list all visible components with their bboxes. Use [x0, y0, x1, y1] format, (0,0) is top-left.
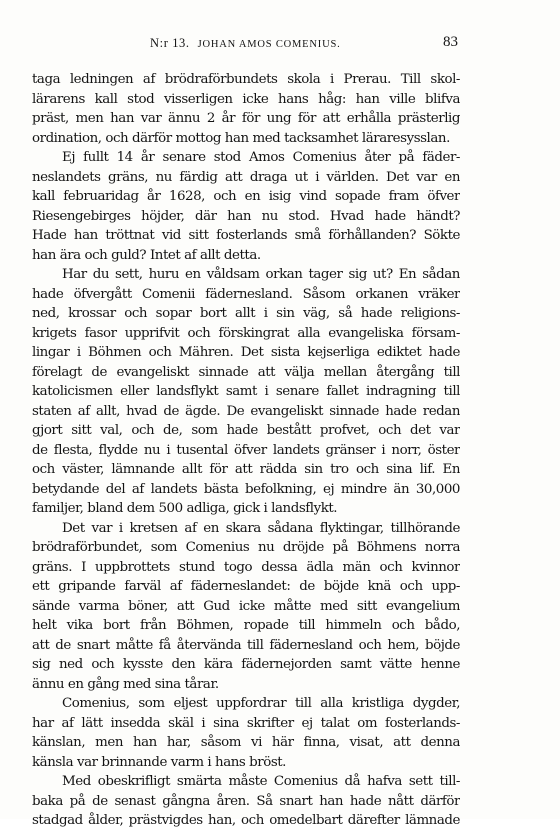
text-line: präst, men han var ännu 2 år för ung för att erhålla prästerlig — [32, 111, 460, 126]
text-line: ännu en gång med sina tårar. — [32, 676, 219, 692]
text-line: gräns. I uppbrottets stund togo dessa ädla män och kvinnor — [32, 559, 460, 575]
text-line: ned, krossar och sopar bort allt i sin väg, så hade religions- — [32, 306, 460, 321]
text-line: han ära och guld? Intet af allt detta. — [32, 247, 261, 263]
text-line: hade öfvergått Comenii fädernesland. Såsom orkanen vräker — [32, 286, 460, 302]
text-line: stadgad ålder, prästvigdes han, och omedelbart därefter lämnade — [32, 813, 460, 828]
text-line: helt vika bort från Böhmen, ropade till himmeln och bådo, — [32, 618, 460, 633]
text-line: sände varma böner, att Gud icke måtte med sitt evangelium — [32, 598, 460, 614]
text-line: katolicismen eller landsflykt samt i senare fallet indragning till — [32, 384, 460, 399]
page-number: 83 — [443, 34, 458, 50]
text-line: kall februaridag år 1628, och en isig vind sopade fram öfver — [32, 189, 460, 204]
running-title: JOHAN AMOS COMENIUS. — [197, 39, 341, 50]
text-line: krigets fasor upprifvit och förskingrat alla evangeliska försam- — [32, 325, 460, 341]
text-line: ett gripande farväl af fäderneslandet: de böjde knä och upp- — [32, 579, 460, 594]
text-line: har af lätt insedda skäl i sina skrifter ej talat om fosterlands- — [32, 715, 460, 731]
text-line: de flesta, flydde nu i tusental öfver landets gränser i norr, öster — [32, 442, 460, 458]
text-line: Har du sett, huru en våldsam orkan tager sig ut? En sådan — [62, 267, 460, 282]
text-line: förelagt de evangeliskt sinnade att välja mellan återgång till — [32, 364, 460, 380]
text-line: lärarens kall stod visserligen icke hans håg: han ville blifva — [32, 91, 460, 107]
text-line: brödraförbundet, som Comenius nu dröjde på Böhmens norra — [32, 540, 460, 555]
text-line: Det var i kretsen af en skara sådana flyktingar, tillhörande — [62, 520, 460, 536]
text-line: taga ledningen af brödraförbundets skola i Prerau. Till skol- — [32, 72, 460, 87]
text-line: Hade han tröttnat vid sitt fosterlands små förhållanden? Sökte — [32, 228, 460, 243]
text-line: gjort sitt val, och de, som hade bestått profvet, och det var — [32, 423, 460, 438]
text-line: känsla var brinnande varm i hans bröst. — [32, 754, 286, 770]
text-line: staten af allt, hvad de ägde. De evangeliskt sinnade hade redan — [32, 403, 460, 419]
text-line: betydande del af landets bästa befolkning, ej mindre än 30,000 — [32, 481, 460, 497]
issue-number: N:r 13. — [150, 36, 190, 50]
text-line: sig ned och kysste den kära fädernejorden samt vätte henne — [32, 657, 460, 672]
text-line: ordination, och därför mottog han med tacksamhet läraresysslan. — [32, 130, 450, 146]
text-line: Med obeskrifligt smärta måste Comenius då hafva sett till- — [62, 774, 460, 789]
text-line: lingar i Böhmen och Mähren. Det sista kejserliga ediktet hade — [32, 345, 460, 360]
text-line: baka på de senast gångna åren. Så snart han hade nått därför — [32, 793, 460, 809]
text-line: neslandets gräns, nu färdig att draga ut i världen. Det var en — [32, 169, 460, 185]
text-line: känslan, men han har, såsom vi här finna, visat, att denna — [32, 735, 460, 750]
running-head-left — [150, 36, 341, 51]
text-line: Riesengebirges höjder, där han nu stod. Hvad hade händt? — [32, 208, 460, 224]
text-line: och väster, lämnande allt för att rädda sin tro och sina lif. En — [32, 462, 460, 477]
body-text — [32, 70, 460, 831]
text-line: familjer, bland dem 500 adliga, gick i landsflykt. — [32, 501, 338, 516]
text-line: Comenius, som eljest uppfordrar till alla kristliga dygder, — [62, 696, 460, 711]
running-head — [56, 36, 458, 54]
text-line: att de snart måtte få återvända till fädernesland och hem, böjde — [32, 637, 460, 653]
text-line: Ej fullt 14 år senare stod Amos Comenius åter på fäder- — [62, 150, 460, 165]
